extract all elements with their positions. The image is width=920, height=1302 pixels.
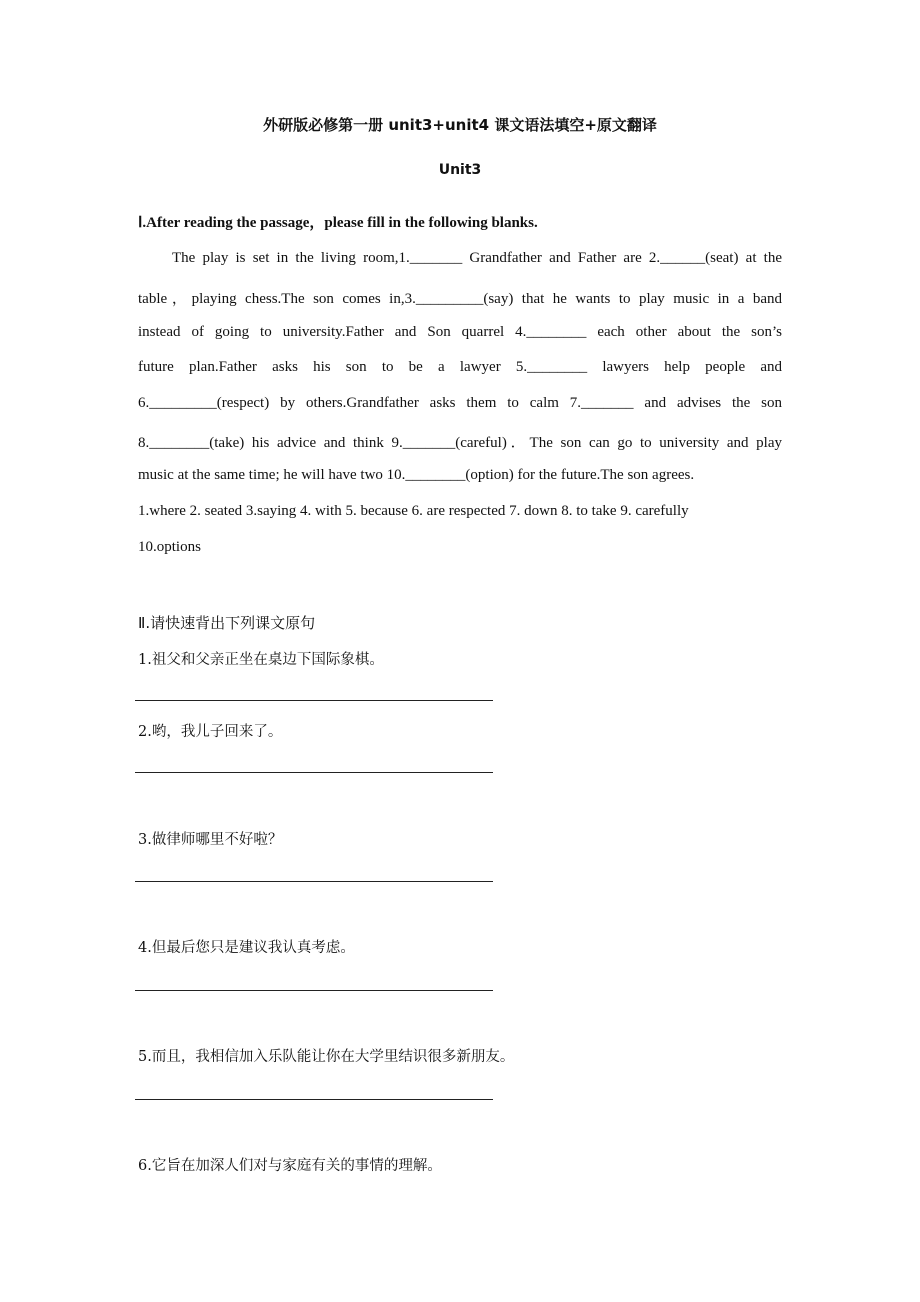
- passage-line: 6._________(respect) by others.Grandfather asks them to calm 7._______ and advises the son: [138, 395, 782, 411]
- answer-line: [135, 700, 493, 701]
- passage-line: future plan.Father asks his son to be a lawyer 5.________ lawyers help people and: [138, 359, 782, 375]
- answer-line: [135, 1099, 493, 1100]
- question-item: 4.但最后您只是建议我认真考虑。: [138, 940, 355, 956]
- question-item: 6.它旨在加深人们对与家庭有关的事情的理解。: [138, 1158, 442, 1174]
- question-item: 2.哟，我儿子回来了。: [138, 724, 283, 740]
- answer-key-line: 1.where 2. seated 3.saying 4. with 5. because 6. are respected 7. down 8. to take 9. carefully: [138, 503, 689, 519]
- passage-line: music at the same time; he will have two 10.________(option) for the future.The son agrees.: [138, 467, 695, 483]
- passage-line: The play is set in the living room,1._______ Grandfather and Father are 2.______(seat) at the: [172, 250, 782, 266]
- answer-line: [135, 881, 493, 882]
- document-title: 外研版必修第一册 unit3+unit4 课文语法填空+原文翻译: [263, 116, 657, 134]
- answer-key-line: 10.options: [138, 539, 201, 555]
- question-item: 3.做律师哪里不好啦？: [138, 832, 283, 848]
- question-item: 1.祖父和父亲正坐在桌边下国际象棋。: [138, 652, 384, 668]
- passage-line: instead of going to university.Father and Son quarrel 4.________ each other about the son’s: [138, 324, 782, 340]
- passage-line: table，playing chess.The son comes in,3._________(say) that he wants to play music in a band: [138, 291, 782, 307]
- answer-line: [135, 990, 493, 991]
- answer-line: [135, 772, 493, 773]
- question-item: 5.而且，我相信加入乐队能让你在大学里结识很多新朋友。: [138, 1049, 515, 1065]
- section-1-heading: Ⅰ.After reading the passage，please fill in the following blanks.: [138, 215, 538, 231]
- unit-heading: Unit3: [438, 162, 482, 178]
- passage-line: 8.________(take) his advice and think 9._______(careful)．The son can go to university and play: [138, 435, 782, 451]
- section-2-heading: Ⅱ.请快速背出下列课文原句: [138, 614, 316, 632]
